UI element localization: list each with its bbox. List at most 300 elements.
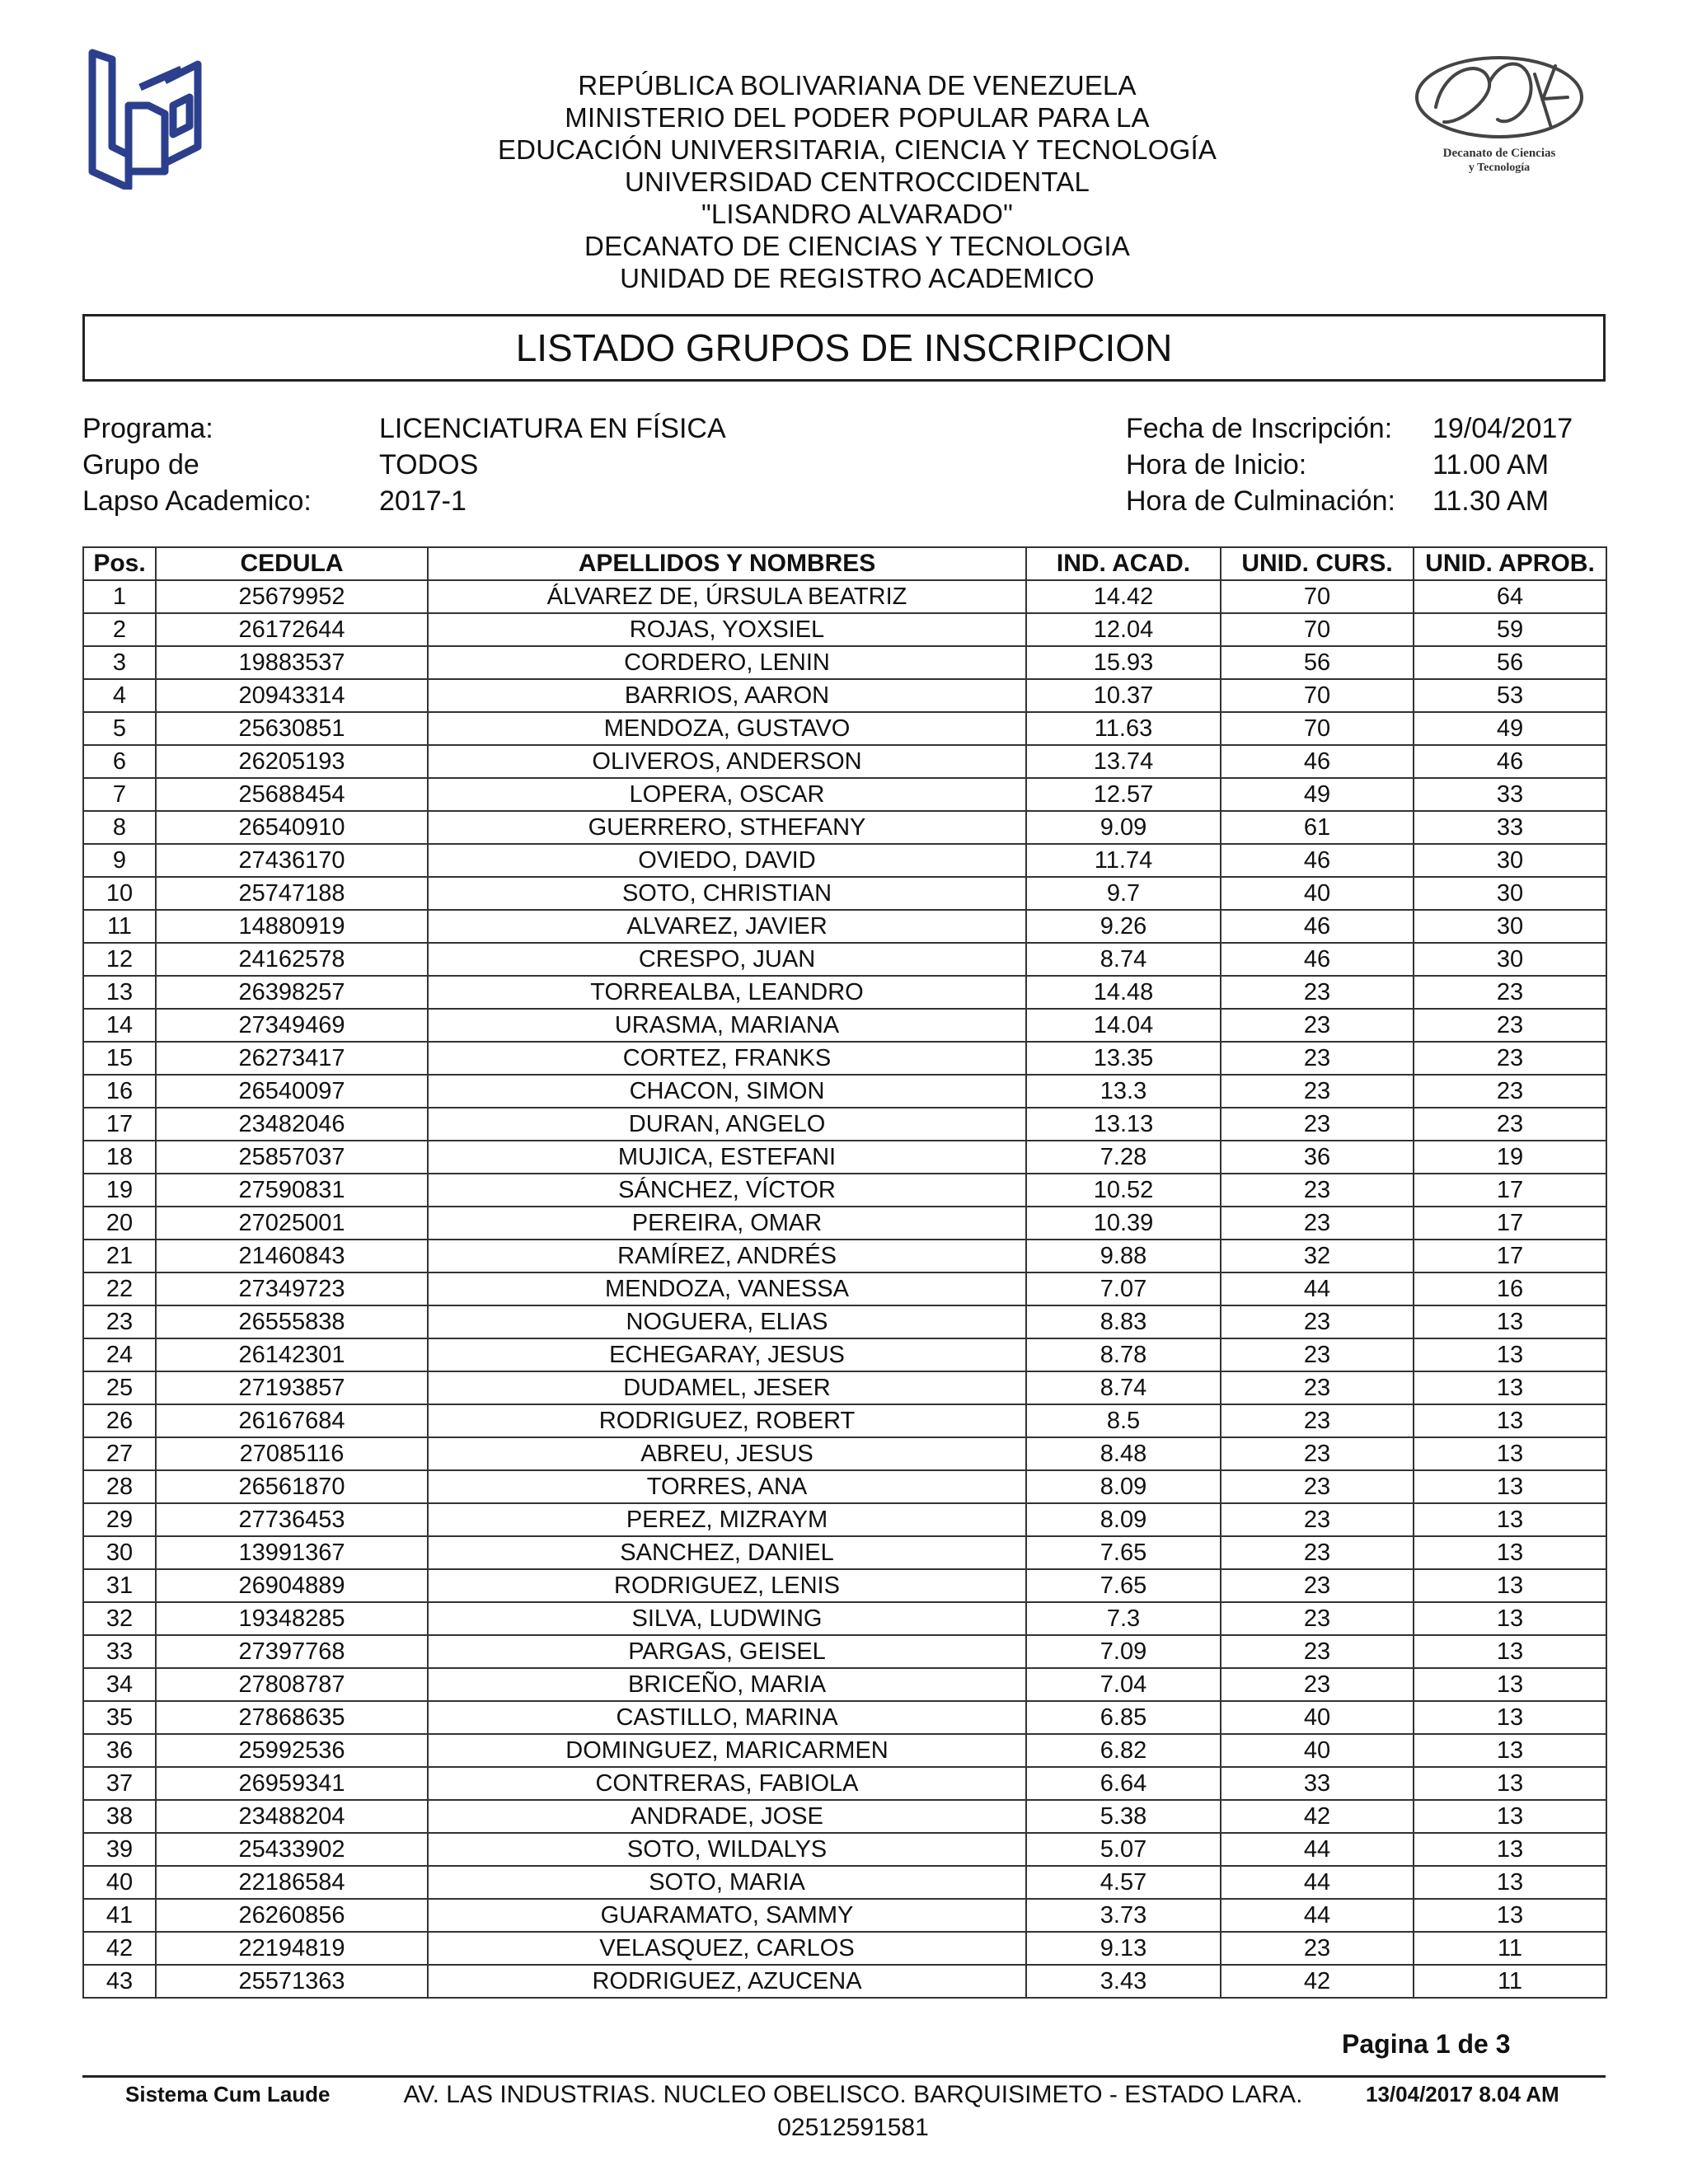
column-header-ind-acad: IND. ACAD. [1026, 547, 1221, 580]
cell-cedula: 20943314 [156, 679, 428, 712]
cell-nombres: PARGAS, GEISEL [428, 1635, 1026, 1668]
cell-pos: 29 [83, 1503, 156, 1536]
cell-ind-acad: 5.07 [1026, 1833, 1221, 1866]
cell-unid-aprob: 17 [1414, 1240, 1606, 1272]
cell-ind-acad: 15.93 [1026, 646, 1221, 679]
table-row [83, 613, 1606, 646]
table-row [83, 1009, 1606, 1042]
table-row [83, 1569, 1606, 1602]
cell-nombres: BARRIOS, AARON [428, 679, 1026, 712]
address-line: AV. LAS INDUSTRIAS. NUCLEO OBELISCO. BARQUISIMETO - ESTADO LARA. [403, 2081, 1303, 2108]
cell-unid-aprob: 23 [1414, 1042, 1606, 1075]
column-header-pos: Pos. [83, 547, 156, 580]
cell-ind-acad: 7.04 [1026, 1668, 1221, 1701]
cell-unid-curs: 46 [1221, 745, 1414, 778]
cell-unid-curs: 23 [1221, 1602, 1414, 1635]
cell-ind-acad: 10.37 [1026, 679, 1221, 712]
cell-nombres: OVIEDO, DAVID [428, 844, 1026, 877]
cell-nombres: CASTILLO, MARINA [428, 1701, 1026, 1734]
cell-cedula: 27349469 [156, 1009, 428, 1042]
table-body [83, 580, 1606, 1998]
cell-unid-curs: 61 [1221, 811, 1414, 844]
cell-nombres: GUERRERO, STHEFANY [428, 811, 1026, 844]
cell-pos: 35 [83, 1701, 156, 1734]
cell-cedula: 25992536 [156, 1734, 428, 1767]
seal-caption-1: Decanato de Ciencias [1442, 147, 1556, 160]
cell-unid-curs: 44 [1221, 1899, 1414, 1932]
cell-pos: 11 [83, 910, 156, 943]
cell-cedula: 27436170 [156, 844, 428, 877]
cell-cedula: 27085116 [156, 1437, 428, 1470]
table-row [83, 877, 1606, 910]
cell-cedula: 25679952 [156, 580, 428, 613]
table-row [83, 1305, 1606, 1338]
table-row [83, 1965, 1606, 1998]
cell-pos: 37 [83, 1767, 156, 1800]
institution-header [462, 69, 1253, 294]
cell-unid-aprob: 13 [1414, 1866, 1606, 1899]
cell-unid-aprob: 13 [1414, 1668, 1606, 1701]
cell-pos: 40 [83, 1866, 156, 1899]
fecha-value: 19/04/2017 [1432, 413, 1573, 444]
cell-unid-curs: 44 [1221, 1833, 1414, 1866]
cell-cedula: 27808787 [156, 1668, 428, 1701]
table-row [83, 1437, 1606, 1470]
cell-cedula: 26959341 [156, 1767, 428, 1800]
table-row [83, 1602, 1606, 1635]
cell-ind-acad: 7.07 [1026, 1272, 1221, 1305]
cell-unid-aprob: 13 [1414, 1899, 1606, 1932]
cell-unid-aprob: 13 [1414, 1701, 1606, 1734]
cell-pos: 3 [83, 646, 156, 679]
cell-cedula: 27736453 [156, 1503, 428, 1536]
table-row [83, 1899, 1606, 1932]
cell-cedula: 26555838 [156, 1305, 428, 1338]
cell-ind-acad: 11.74 [1026, 844, 1221, 877]
cell-unid-curs: 44 [1221, 1866, 1414, 1899]
cell-nombres: SILVA, LUDWING [428, 1602, 1026, 1635]
grupo-label: Grupo de [82, 449, 199, 480]
cell-nombres: ECHEGARAY, JESUS [428, 1338, 1026, 1371]
cell-ind-acad: 7.3 [1026, 1602, 1221, 1635]
cell-cedula: 19883537 [156, 646, 428, 679]
cell-cedula: 26561870 [156, 1470, 428, 1503]
ucla-logo-icon [82, 48, 206, 190]
cell-unid-aprob: 13 [1414, 1503, 1606, 1536]
cell-ind-acad: 10.52 [1026, 1174, 1221, 1207]
table-row [83, 646, 1606, 679]
page-number: Pagina 1 de 3 [1342, 2029, 1511, 2059]
cell-nombres: NOGUERA, ELIAS [428, 1305, 1026, 1338]
cell-nombres: CORTEZ, FRANKS [428, 1042, 1026, 1075]
cell-ind-acad: 7.65 [1026, 1536, 1221, 1569]
table-row [83, 580, 1606, 613]
cell-unid-curs: 23 [1221, 1437, 1414, 1470]
grupo-value: TODOS [379, 449, 479, 480]
cell-nombres: CORDERO, LENIN [428, 646, 1026, 679]
enrollment-table [82, 546, 1607, 1999]
cell-nombres: DOMINGUEZ, MARICARMEN [428, 1734, 1026, 1767]
cell-cedula: 25433902 [156, 1833, 428, 1866]
table-row [83, 1833, 1606, 1866]
table-row [83, 1767, 1606, 1800]
programa-label: Programa: [82, 413, 213, 444]
cell-nombres: TORREALBA, LEANDRO [428, 976, 1026, 1009]
cell-ind-acad: 8.83 [1026, 1305, 1221, 1338]
cell-unid-aprob: 23 [1414, 1009, 1606, 1042]
cell-pos: 42 [83, 1932, 156, 1965]
cell-unid-aprob: 13 [1414, 1767, 1606, 1800]
cell-ind-acad: 13.3 [1026, 1075, 1221, 1108]
cell-unid-curs: 23 [1221, 976, 1414, 1009]
header-line: MINISTERIO DEL PODER POPULAR PARA LA [565, 102, 1150, 133]
cell-unid-curs: 23 [1221, 1108, 1414, 1141]
cell-ind-acad: 11.63 [1026, 712, 1221, 745]
cell-cedula: 21460843 [156, 1240, 428, 1272]
cell-ind-acad: 3.43 [1026, 1965, 1221, 1998]
cell-unid-aprob: 13 [1414, 1305, 1606, 1338]
table-row [83, 745, 1606, 778]
cell-unid-aprob: 13 [1414, 1833, 1606, 1866]
header-line: REPÚBLICA BOLIVARIANA DE VENEZUELA [578, 70, 1137, 101]
table-row [83, 1404, 1606, 1437]
cell-nombres: PEREZ, MIZRAYM [428, 1503, 1026, 1536]
cell-unid-curs: 23 [1221, 1207, 1414, 1240]
cell-nombres: ABREU, JESUS [428, 1437, 1026, 1470]
table-row [83, 811, 1606, 844]
cell-unid-curs: 40 [1221, 877, 1414, 910]
table-row [83, 1734, 1606, 1767]
table-row [83, 1141, 1606, 1174]
cell-nombres: SOTO, WILDALYS [428, 1833, 1026, 1866]
table-row [83, 1470, 1606, 1503]
cell-unid-curs: 36 [1221, 1141, 1414, 1174]
cell-nombres: DUDAMEL, JESER [428, 1371, 1026, 1404]
cell-nombres: ÁLVAREZ DE, ÚRSULA BEATRIZ [428, 580, 1026, 613]
cell-cedula: 13991367 [156, 1536, 428, 1569]
cell-nombres: ANDRADE, JOSE [428, 1800, 1026, 1833]
cell-cedula: 27349723 [156, 1272, 428, 1305]
cell-cedula: 26540910 [156, 811, 428, 844]
lapso-value: 2017-1 [379, 485, 467, 517]
cell-nombres: DURAN, ANGELO [428, 1108, 1026, 1141]
cell-unid-aprob: 30 [1414, 943, 1606, 976]
cell-pos: 1 [83, 580, 156, 613]
cell-unid-curs: 46 [1221, 943, 1414, 976]
cell-unid-curs: 70 [1221, 712, 1414, 745]
cell-unid-aprob: 33 [1414, 811, 1606, 844]
cell-ind-acad: 6.82 [1026, 1734, 1221, 1767]
cell-nombres: ALVAREZ, JAVIER [428, 910, 1026, 943]
cell-unid-aprob: 30 [1414, 910, 1606, 943]
cell-unid-aprob: 17 [1414, 1174, 1606, 1207]
column-header-unid-aprob: UNID. APROB. [1414, 547, 1606, 580]
cell-pos: 6 [83, 745, 156, 778]
cell-pos: 9 [83, 844, 156, 877]
lapso-label: Lapso Academico: [82, 485, 312, 517]
cell-unid-curs: 40 [1221, 1701, 1414, 1734]
cell-ind-acad: 6.85 [1026, 1701, 1221, 1734]
cell-cedula: 22186584 [156, 1866, 428, 1899]
cell-cedula: 24162578 [156, 943, 428, 976]
cell-ind-acad: 9.7 [1026, 877, 1221, 910]
header-line: EDUCACIÓN UNIVERSITARIA, CIENCIA Y TECNOLOGÍA [497, 134, 1217, 165]
cell-pos: 43 [83, 1965, 156, 1998]
cell-unid-aprob: 23 [1414, 976, 1606, 1009]
cell-ind-acad: 14.48 [1026, 976, 1221, 1009]
cell-ind-acad: 9.13 [1026, 1932, 1221, 1965]
cell-unid-aprob: 13 [1414, 1536, 1606, 1569]
cell-unid-aprob: 33 [1414, 778, 1606, 811]
cell-unid-curs: 23 [1221, 1404, 1414, 1437]
cell-ind-acad: 8.09 [1026, 1470, 1221, 1503]
cell-ind-acad: 12.57 [1026, 778, 1221, 811]
phone-number: 02512591581 [777, 2114, 929, 2141]
cell-cedula: 25688454 [156, 778, 428, 811]
cell-unid-aprob: 13 [1414, 1569, 1606, 1602]
cell-ind-acad: 3.73 [1026, 1899, 1221, 1932]
cell-unid-curs: 23 [1221, 1042, 1414, 1075]
table-row [83, 943, 1606, 976]
cell-ind-acad: 13.13 [1026, 1108, 1221, 1141]
cell-pos: 14 [83, 1009, 156, 1042]
cell-pos: 16 [83, 1075, 156, 1108]
cell-pos: 21 [83, 1240, 156, 1272]
cell-unid-aprob: 56 [1414, 646, 1606, 679]
cell-nombres: RODRIGUEZ, AZUCENA [428, 1965, 1026, 1998]
cell-pos: 7 [83, 778, 156, 811]
cell-ind-acad: 14.42 [1026, 580, 1221, 613]
cell-unid-curs: 23 [1221, 1075, 1414, 1108]
cell-unid-aprob: 13 [1414, 1371, 1606, 1404]
cell-unid-aprob: 30 [1414, 844, 1606, 877]
cell-pos: 22 [83, 1272, 156, 1305]
table-row [83, 976, 1606, 1009]
cell-cedula: 27193857 [156, 1371, 428, 1404]
cell-cedula: 22194819 [156, 1932, 428, 1965]
cell-pos: 32 [83, 1602, 156, 1635]
cell-ind-acad: 8.5 [1026, 1404, 1221, 1437]
column-header-unid-curs: UNID. CURS. [1221, 547, 1414, 580]
cell-unid-curs: 70 [1221, 580, 1414, 613]
cell-unid-curs: 23 [1221, 1371, 1414, 1404]
table-row [83, 1371, 1606, 1404]
cell-nombres: CONTRERAS, FABIOLA [428, 1767, 1026, 1800]
cell-unid-aprob: 13 [1414, 1470, 1606, 1503]
hora-inicio-value: 11.00 AM [1432, 449, 1550, 480]
cell-ind-acad: 13.74 [1026, 745, 1221, 778]
cell-ind-acad: 8.74 [1026, 943, 1221, 976]
cell-unid-curs: 42 [1221, 1965, 1414, 1998]
cell-pos: 20 [83, 1207, 156, 1240]
cell-unid-aprob: 17 [1414, 1207, 1606, 1240]
hora-culminacion-value: 11.30 AM [1432, 485, 1550, 517]
cell-unid-aprob: 49 [1414, 712, 1606, 745]
footer-address [387, 2079, 1319, 2144]
cell-unid-curs: 32 [1221, 1240, 1414, 1272]
cell-cedula: 25747188 [156, 877, 428, 910]
cell-ind-acad: 9.26 [1026, 910, 1221, 943]
cell-nombres: ROJAS, YOXSIEL [428, 613, 1026, 646]
cell-cedula: 27868635 [156, 1701, 428, 1734]
cell-ind-acad: 5.38 [1026, 1800, 1221, 1833]
cell-pos: 15 [83, 1042, 156, 1075]
cell-ind-acad: 8.74 [1026, 1371, 1221, 1404]
cell-pos: 19 [83, 1174, 156, 1207]
cell-nombres: CHACON, SIMON [428, 1075, 1026, 1108]
cell-pos: 12 [83, 943, 156, 976]
cell-ind-acad: 9.88 [1026, 1240, 1221, 1272]
cell-pos: 23 [83, 1305, 156, 1338]
table-row [83, 1174, 1606, 1207]
cell-ind-acad: 7.09 [1026, 1635, 1221, 1668]
cell-nombres: MUJICA, ESTEFANI [428, 1141, 1026, 1174]
column-header-cedula: CEDULA [156, 547, 428, 580]
cell-unid-curs: 23 [1221, 1305, 1414, 1338]
cell-nombres: CRESPO, JUAN [428, 943, 1026, 976]
cell-pos: 28 [83, 1470, 156, 1503]
table-row [83, 910, 1606, 943]
cell-unid-aprob: 13 [1414, 1635, 1606, 1668]
cell-ind-acad: 10.39 [1026, 1207, 1221, 1240]
cell-unid-aprob: 13 [1414, 1602, 1606, 1635]
cell-unid-curs: 33 [1221, 1767, 1414, 1800]
cell-unid-curs: 46 [1221, 910, 1414, 943]
cell-pos: 34 [83, 1668, 156, 1701]
cell-cedula: 27397768 [156, 1635, 428, 1668]
cell-pos: 18 [83, 1141, 156, 1174]
table-row [83, 778, 1606, 811]
cell-unid-curs: 23 [1221, 1009, 1414, 1042]
table-row [83, 1536, 1606, 1569]
table-row [83, 844, 1606, 877]
cell-nombres: GUARAMATO, SAMMY [428, 1899, 1026, 1932]
cell-cedula: 23488204 [156, 1800, 428, 1833]
cell-unid-curs: 23 [1221, 1536, 1414, 1569]
cell-unid-aprob: 59 [1414, 613, 1606, 646]
footer-divider [82, 2075, 1606, 2078]
table-row [83, 1932, 1606, 1965]
cell-pos: 30 [83, 1536, 156, 1569]
table-row [83, 679, 1606, 712]
cell-unid-aprob: 13 [1414, 1404, 1606, 1437]
programa-value: LICENCIATURA EN FÍSICA [379, 413, 726, 444]
cell-cedula: 23482046 [156, 1108, 428, 1141]
cell-ind-acad: 14.04 [1026, 1009, 1221, 1042]
cell-cedula: 26260856 [156, 1899, 428, 1932]
cell-pos: 4 [83, 679, 156, 712]
cell-unid-curs: 23 [1221, 1569, 1414, 1602]
cell-unid-curs: 23 [1221, 1932, 1414, 1965]
print-timestamp: 13/04/2017 8.04 AM [1366, 2082, 1559, 2107]
cell-nombres: MENDOZA, GUSTAVO [428, 712, 1026, 745]
cell-unid-aprob: 13 [1414, 1800, 1606, 1833]
cell-ind-acad: 9.09 [1026, 811, 1221, 844]
cell-unid-aprob: 23 [1414, 1108, 1606, 1141]
cell-unid-curs: 23 [1221, 1470, 1414, 1503]
cell-unid-aprob: 64 [1414, 580, 1606, 613]
cell-pos: 26 [83, 1404, 156, 1437]
table-row [83, 1503, 1606, 1536]
column-header-nombres: APELLIDOS Y NOMBRES [428, 547, 1026, 580]
cell-unid-curs: 23 [1221, 1668, 1414, 1701]
cell-ind-acad: 7.65 [1026, 1569, 1221, 1602]
cell-pos: 2 [83, 613, 156, 646]
cell-ind-acad: 8.48 [1026, 1437, 1221, 1470]
table-row [83, 1635, 1606, 1668]
cell-pos: 31 [83, 1569, 156, 1602]
header-line: DECANATO DE CIENCIAS Y TECNOLOGIA [584, 231, 1130, 261]
cell-ind-acad: 8.09 [1026, 1503, 1221, 1536]
cell-ind-acad: 6.64 [1026, 1767, 1221, 1800]
cell-unid-curs: 49 [1221, 778, 1414, 811]
cell-unid-curs: 44 [1221, 1272, 1414, 1305]
table-row [83, 1207, 1606, 1240]
cell-pos: 39 [83, 1833, 156, 1866]
cell-unid-aprob: 16 [1414, 1272, 1606, 1305]
cell-nombres: BRICEÑO, MARIA [428, 1668, 1026, 1701]
cell-unid-curs: 70 [1221, 679, 1414, 712]
cell-ind-acad: 4.57 [1026, 1866, 1221, 1899]
cell-cedula: 19348285 [156, 1602, 428, 1635]
table-header-row [83, 547, 1606, 580]
table-row [83, 712, 1606, 745]
cell-nombres: RODRIGUEZ, ROBERT [428, 1404, 1026, 1437]
cell-pos: 33 [83, 1635, 156, 1668]
cell-cedula: 27590831 [156, 1174, 428, 1207]
cell-unid-curs: 23 [1221, 1503, 1414, 1536]
header-line: UNIVERSIDAD CENTROCCIDENTAL [624, 166, 1090, 197]
table-row [83, 1075, 1606, 1108]
table-row [83, 1866, 1606, 1899]
cell-nombres: SOTO, MARIA [428, 1866, 1026, 1899]
cell-nombres: VELASQUEZ, CARLOS [428, 1932, 1026, 1965]
cell-cedula: 25630851 [156, 712, 428, 745]
cell-unid-curs: 23 [1221, 1635, 1414, 1668]
table-row [83, 1701, 1606, 1734]
cell-pos: 17 [83, 1108, 156, 1141]
seal-caption-2: y Tecnología [1468, 162, 1531, 174]
cell-unid-curs: 56 [1221, 646, 1414, 679]
cell-unid-curs: 40 [1221, 1734, 1414, 1767]
page-title: LISTADO GRUPOS DE INSCRIPCION [82, 314, 1606, 382]
cell-nombres: RODRIGUEZ, LENIS [428, 1569, 1026, 1602]
header-line: "LISANDRO ALVARADO" [701, 199, 1014, 229]
cell-unid-aprob: 11 [1414, 1932, 1606, 1965]
cell-cedula: 26398257 [156, 976, 428, 1009]
cell-pos: 25 [83, 1371, 156, 1404]
cell-pos: 36 [83, 1734, 156, 1767]
cell-nombres: SÁNCHEZ, VÍCTOR [428, 1174, 1026, 1207]
cell-cedula: 27025001 [156, 1207, 428, 1240]
table-row [83, 1800, 1606, 1833]
cell-unid-aprob: 13 [1414, 1437, 1606, 1470]
cell-ind-acad: 12.04 [1026, 613, 1221, 646]
cell-unid-aprob: 19 [1414, 1141, 1606, 1174]
system-name: Sistema Cum Laude [125, 2082, 331, 2107]
cell-cedula: 26172644 [156, 613, 428, 646]
cell-unid-aprob: 46 [1414, 745, 1606, 778]
cell-pos: 8 [83, 811, 156, 844]
cell-ind-acad: 13.35 [1026, 1042, 1221, 1075]
table-row [83, 1338, 1606, 1371]
table-row [83, 1042, 1606, 1075]
hora-inicio-label: Hora de Inicio: [1126, 449, 1307, 480]
cell-cedula: 26167684 [156, 1404, 428, 1437]
cell-unid-curs: 23 [1221, 1338, 1414, 1371]
cell-nombres: SANCHEZ, DANIEL [428, 1536, 1026, 1569]
cell-cedula: 25571363 [156, 1965, 428, 1998]
